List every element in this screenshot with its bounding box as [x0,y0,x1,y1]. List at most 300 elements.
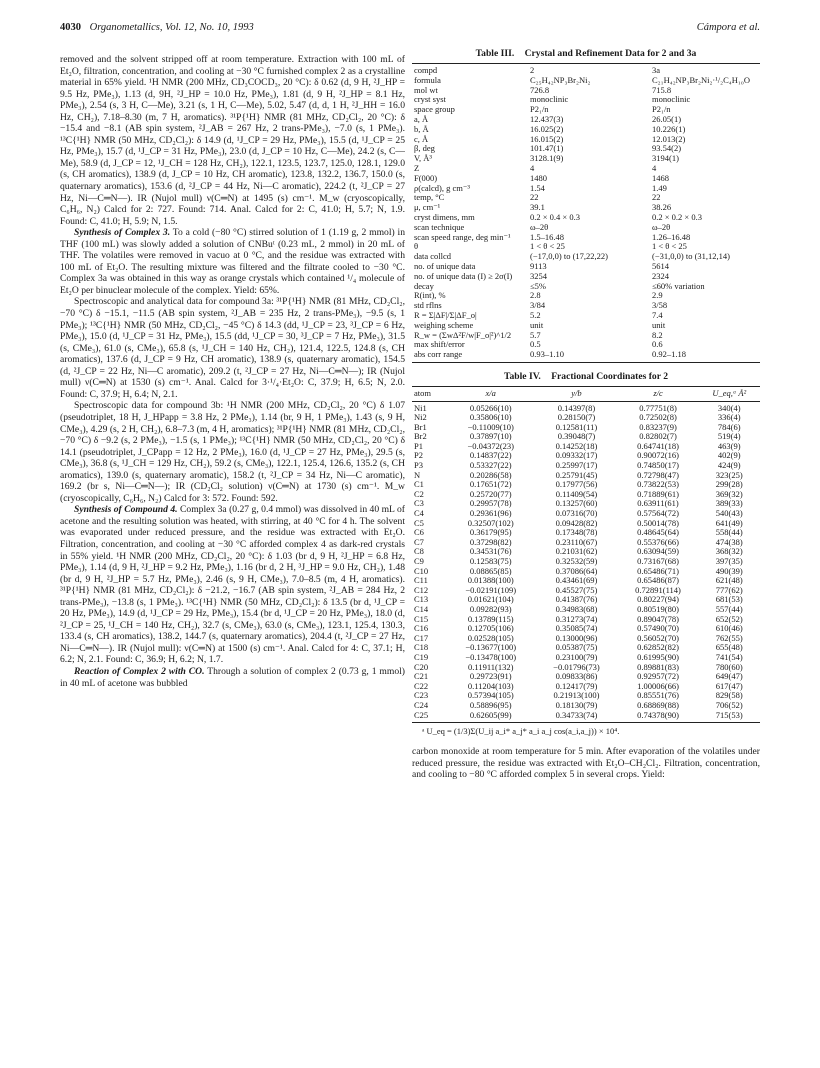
parameter-label: b, Å [414,123,429,134]
coordinate-value: 762(55) [715,632,743,643]
coordinate-value: 0.01388(100) [467,575,514,586]
coordinate-value: 641(49) [715,517,743,528]
atom-label: N [414,469,421,480]
parameter-value: 0.6 [652,339,663,350]
parameter-value: ≤5% [530,280,546,291]
parameter-value: unit [530,319,544,330]
coordinate-value: 0.65486(87) [637,575,679,586]
parameter-value: 5614 [652,260,669,271]
atom-label: Br1 [414,421,427,432]
atom-label: C9 [414,556,424,566]
coordinate-value: 741(54) [715,651,743,662]
fractional-coordinates-table [412,386,760,723]
coordinate-value: 0.14397(8) [557,402,596,413]
paragraph-text: To a cold (−80 °C) stirred solution of 1 (1.19 g, 2 mmol) in THF (100 mL) was slowly added a solution of CNBuᵗ (0.23 mL, 2 mmol) in 20 mL of THF. The volatiles were removed in vacuo at 0 °C, and the residue was extracted with 100 mL of Et₂O. The resulting mixture was filtered and the filtrate cooled to −30 °C. Complex 3a was obtained in this way as orange crystals which contained ¹/₄ molecule of Et₂O per binuclear molecule of the complex. Yield: 65%. [60,227,405,296]
right-column [412,48,760,1058]
coordinate-value: 0.64741(18) [637,440,679,451]
column-header: z/c [618,386,699,401]
coordinate-value: 0.74850(17) [637,460,679,471]
coordinate-value: 0.45527(75) [555,584,598,595]
coordinate-value: 0.05387(75) [555,642,598,653]
coordinate-value: 0.68869(88) [637,699,679,710]
coordinate-value: 0.90072(16) [637,450,679,461]
parameter-value: 22 [652,192,661,203]
right-body-paragraph: carbon monoxide at room temperature for 5 min. After evaporation of the volatiles under reduced pressure, the residue was extracted with Et₂O–CH₂Cl₂. Filtration, concentration, and cooling to −80 °C afforded complex 5 in several crops. Yield: [412,746,760,781]
coordinate-value: 0.35085(74) [555,623,598,634]
parameter-label: space group [414,104,455,115]
parameter-value: 726.8 [530,84,550,95]
table-row [412,340,760,350]
parameter-value: C₂₁H₄₂NP₃Br₂Ni₂·¹/₂C₄H₁₀O [652,74,750,85]
table-row [412,193,760,203]
coordinate-value: 0.72502(8) [639,412,677,423]
atom-label: C21 [414,671,429,682]
atom-label: C16 [414,623,429,634]
parameter-value: 3/58 [652,300,668,311]
table-row [412,272,760,282]
parameter-value: P2₁/n [652,104,671,115]
table-row [412,135,760,145]
coordinate-value: 0.57394(105) [467,690,514,701]
atom-label: C7 [414,536,424,547]
parameter-label: formula [414,74,441,85]
coordinate-value: 0.11911(132) [468,661,514,672]
parameter-value: (−31,0,0) to (31,12,14) [652,251,730,262]
coordinate-value: 0.09282(93) [469,603,512,614]
table-iii-caption [412,48,760,60]
table-row [412,164,760,174]
coordinate-value: 829(58) [715,690,743,701]
coordinate-value: 0.63911(61) [637,498,679,509]
coordinate-value: 1.00006(66) [637,680,679,691]
coordinate-value: 715(53) [715,709,743,720]
coordinate-value: 424(9) [717,460,741,471]
atom-label: C6 [414,527,424,538]
parameter-value: 0.93–1.10 [530,349,564,360]
coordinate-value: 0.05266(10) [469,402,512,413]
coordinate-value: 0.13789(115) [467,613,514,624]
coordinate-value: 777(62) [715,584,743,595]
coordinate-value: 336(4) [717,412,741,423]
running-header [60,22,760,38]
coordinate-value: 0.39048(7) [557,431,596,442]
coordinate-value: 0.77751(8) [639,402,677,413]
coordinate-value: 540(43) [715,508,743,519]
coordinate-value: 0.28150(7) [557,412,596,423]
parameter-value: 12.013(2) [652,133,686,144]
parameter-value: 3128.1(9) [530,153,564,164]
coordinate-value: 621(48) [715,575,743,586]
column-header: y/b [535,386,617,401]
coordinate-value: 0.34733(74) [555,709,598,720]
coordinate-value: 0.72798(47) [637,469,679,480]
coordinate-value: 0.13257(60) [555,498,598,509]
atom-label: P2 [414,450,423,461]
coordinate-value: 0.09332(17) [555,450,598,461]
parameter-value: 2 [530,65,535,75]
coordinate-value: 369(32) [715,488,743,499]
parameter-label: weighing scheme [414,319,474,330]
coordinate-value: 0.12583(75) [469,556,512,566]
parameter-value: ω–2θ [530,221,549,232]
parameter-label: decay [414,280,434,291]
coordinate-value: 0.02528(105) [467,632,514,643]
coordinate-value: 0.57490(70) [637,623,679,634]
coordinate-value: 0.50014(78) [637,517,679,528]
parameter-label: R(int), % [414,290,446,301]
parameter-value: 7.4 [652,309,663,320]
coordinate-value: 0.35806(10) [469,412,512,423]
atom-label: C15 [414,613,429,624]
coordinate-value: 490(39) [715,565,743,576]
table-row [412,282,760,292]
coordinate-value: 0.21913(100) [553,690,600,701]
atom-label: P3 [414,460,423,471]
coordinate-value: 0.89881(83) [637,661,679,672]
table-row [412,115,760,125]
table-row [412,350,760,362]
atom-label: C14 [414,603,429,614]
coordinate-value: 0.73167(68) [637,556,679,566]
parameter-value: C₂₅H₄₂NP₃Br₂Ni₂ [530,74,591,85]
coordinate-value: 0.48645(64) [637,527,679,538]
coordinate-value: 558(44) [715,527,743,538]
paragraph-text: Spectroscopic and analytical data for compound 3a: ³¹P{¹H} NMR (81 MHz, CD₂Cl₂, −70 °C) δ −15.1, −11.5 (AB spin system, ²J_AB = 235 Hz, 2 trans-PMe₃), −9.5 (s, 1 PMe₃); ¹³C{¹H} NMR (50 MHz, CD₂Cl₂, −45 °C) δ 14.3 (dd, ¹J_CP = 23, ³J_CP = 6 Hz, PMe₃), 15.0 (d, ¹J_CP = 31 Hz, PMe₃), 15.5 (dd, ¹J_CP = 30, ³J_CP = 7 Hz, PMe₃), 31.5 (s, CMe₃), 61.0 (s, CMe₃), 65.8 (s, ¹J_CH = 140 Hz, CH₂), 121.4, 122.5, 124.8 (s, CH aromatics), 137.6 (d, J_CP = 9 Hz, CH aromatic), 138.9 (s, quaternary aromatic), 154.5 (d, ²J_CP = 22 Hz, Ni—C aromatic), 209.2 (t, ²J_CP = 27 Hz, Ni—C═N—); IR (Nujol mull) ν(C═N) at 1530 (s) cm⁻¹. Anal. Calcd for 3·¹/₄·Et₂O: C, 37.9; H, 6.5; N, 2.0. Found: C, 37.9; H, 6.4; N, 2.1. [60,296,405,400]
coordinate-value: 0.20286(58) [469,469,512,480]
body-paragraph [60,666,405,689]
parameter-value: 1.54 [530,182,545,193]
column-header: atom [412,386,446,401]
table-iv-title: Fractional Coordinates for 2 [551,370,668,382]
parameter-label: max shift/error [414,339,465,350]
atom-label: Ni2 [414,412,427,423]
coordinate-value: 0.09833(86) [555,671,598,682]
coordinate-value: 0.17348(78) [555,527,598,538]
parameter-value: 3a [652,65,661,75]
coordinate-value: 0.37086(64) [555,565,598,576]
coordinate-value: 0.17977(56) [555,479,598,490]
coordinate-value: 557(44) [715,603,743,614]
coordinate-value: 0.57564(72) [637,508,679,519]
crystal-data-table [412,63,760,363]
parameter-label: temp, °C [414,192,445,203]
parameter-label: no. of unique data (I) ≥ 2σ(I) [414,270,513,281]
coordinate-value: 0.82802(7) [639,431,677,442]
parameter-value: 2324 [652,270,669,281]
table-row [412,291,760,301]
coordinate-value: −0.13478(100) [465,651,517,662]
parameter-label: R = Σ|ΔF|/Σ|ΔF_o| [414,309,477,320]
parameter-value: monoclinic [652,94,691,105]
coordinate-value: 0.63094(59) [637,546,679,557]
coordinate-value: 0.11409(54) [555,488,598,499]
author-header: Cámpora et al. [696,22,760,33]
atom-label: C4 [414,508,424,519]
body-paragraph [60,400,405,504]
parameter-label: V, Å³ [414,153,432,164]
parameter-label: scan technique [414,221,465,232]
coordinate-value: 0.34983(68) [555,603,598,614]
coordinate-value: 0.85551(76) [637,690,679,701]
coordinate-value: 0.23100(79) [555,651,598,662]
paragraph-text: removed and the solvent stripped off at room temperature. Extraction with 100 mL of Et₂O, filtration, concentration, and cooling at −30 °C furnished complex 2 as a crystalline material in 65% yield. ¹H NMR (200 MHz, CD₃COCD₃, 20 °C): δ 0.62 (d, 9 H, ²J_HP = 9.5 Hz, PMe₃), 1.13 (d, 9H, ²J_HP = 10.0 Hz, PMe₃), 1.81 (d, 9 H, ²J_HP = 8.1 Hz, PMe₃), 2.54 (s, 3 H, C—Me), 3.21 (s, 1 H, C—Me), 5.02, 5.47 (d, d, 1 H, ²J_HH = 16.0 Hz, CH₂), 7.18–8.30 (m, 7 H, aromatics). ³¹P{¹H} NMR (81 MHz, CD₂Cl₂, 20 °C): δ −15.4 and −8.1 (AB spin system, ²J_AB = 267 Hz, 2 trans-PMe₃), −7.0 (s, 1 PMe₃). ¹³C{¹H} NMR (50 MHz, CD₂Cl₂): δ 14.9 (d, ¹J_CP = 29 Hz, PMe₃), 15.5 (d, ¹J_CP = 25 Hz, PMe₃), 15.7 (d, ¹J_CP = 31 Hz, PMe₃), 23.0 (d, J_CP = 10 Hz, C—Me), 24.2 (s, C—Me), 58.9 (d, J_CP = 12, ¹J_CH = 128 Hz, CH₂), 122.1, 123.5, 123.7, 125.0, 128.1, 129.0 (s, CH aromatics), 138.9 (d, J_CP = 10 Hz, CH aromatic), 123.8, 132.2, 136.7, 150.0 (s, quaternary aromatics), 153.6 (d, ²J_CP = 44 Hz, Ni—C aromatic), 224.2 (t, ²J_CP = 27 Hz, Ni—C═N—). IR (Nujol mull) ν(C═N) at 1495 (s) cm⁻¹. M_w (cryoscopically, C₆H₆, N₂) Calcd for 2: 727. Found: 714. Anal. Calcd for 2: C, 41.0; H, 5.7; N, 1.9. Found: C, 41.0; H, 5.9; N, 1.5. [60,54,405,227]
parameter-value: 2.9 [652,290,663,301]
parameter-value: P2₁/n [530,104,549,115]
parameter-value: 26.05(1) [652,113,682,124]
coordinate-value: 340(4) [717,402,741,413]
coordinate-value: 0.32532(59) [555,556,598,566]
parameter-value: 1 < θ < 25 [652,241,687,252]
parameter-value: 101.47(1) [530,143,564,154]
parameter-value: monoclinic [530,94,569,105]
coordinate-value: −0.02191(109) [465,584,517,595]
parameter-label: scan speed range, deg min⁻¹ [414,231,511,242]
parameter-label: cryst dimens, mm [414,211,475,222]
body-paragraph [60,54,405,227]
coordinate-value: 0.31273(74) [555,613,598,624]
section-heading: Reaction of Complex 2 with CO. [74,665,205,677]
coordinate-value: 652(52) [715,613,743,624]
coordinate-value: 0.74378(90) [637,709,679,720]
parameter-label: μ, cm⁻¹ [414,202,441,213]
table-row [412,76,760,86]
journal-citation: Organometallics, Vol. 12, No. 10, 1993 [89,22,254,33]
atom-label: C22 [414,680,429,691]
atom-label: C18 [414,642,429,653]
parameter-value: 16.025(2) [530,123,564,134]
table-row [412,105,760,115]
table-iii-title: Crystal and Refinement Data for 2 and 3a [524,48,697,59]
parameter-label: β, deg [414,143,435,154]
coordinate-value: 0.65486(71) [637,565,679,576]
parameter-label: Z [414,162,420,173]
parameter-value: 0.2 × 0.4 × 0.3 [530,211,580,222]
coordinate-value: 0.80519(80) [637,603,679,614]
parameter-label: F(000) [414,172,438,183]
coordinate-value: 0.18130(79) [555,699,598,710]
column-header: x/a [446,386,535,401]
atom-label: C1 [414,479,424,490]
coordinate-value: 368(32) [715,546,743,557]
body-paragraph [60,504,405,666]
table-row [412,184,760,194]
atom-label: C24 [414,699,429,710]
coordinate-value: 389(33) [715,498,743,509]
table-row [412,711,760,723]
atom-label: Ni1 [414,402,427,413]
atom-label: C2 [414,488,424,499]
parameter-value: 0.2 × 0.2 × 0.3 [652,211,702,222]
coordinate-value: 0.07316(70) [555,508,598,519]
atom-label: C19 [414,651,429,662]
coordinate-value: 655(48) [715,642,743,653]
coordinate-value: 0.25791(45) [555,469,598,480]
coordinate-value: 0.62852(82) [637,642,679,653]
parameter-value: 4 [530,162,535,173]
table-row [412,86,760,96]
coordinate-value: 0.34531(76) [469,546,512,557]
parameter-value: 2.8 [530,290,541,301]
parameter-value: 3194(1) [652,153,679,164]
parameter-value: 22 [530,192,539,203]
coordinate-value: 617(47) [715,680,743,691]
parameter-value: (−17,0,0) to (17,22,22) [530,251,608,262]
coordinate-value: 0.14837(22) [469,450,512,461]
atom-label: C20 [414,661,429,672]
coordinate-value: 0.25997(17) [555,460,598,471]
parameter-value: 3/84 [530,300,546,311]
coordinate-value: 474(38) [715,536,743,547]
paragraph-text: Spectroscopic data for compound 3b: ¹H NMR (200 MHz, CD₂Cl₂, 20 °C) δ 1.07 (pseudotriplet, 18 H, J_HPapp = 3.8 Hz, 2 PMe₃), 1.14 (br, 9 H, 1 PMe₃), 1.43 (s, 9 H, CMe₃), 4.29 (s, 2 H, CH₂), 6.8–7.3 (m, 4 H, aromatics); ³¹P{¹H} NMR (81 MHz, CD₂Cl₂, −70 °C) δ −9.2 (s, 2 PMe₃), −1.5 (s, 1 PMe₃); ¹³C{¹H} NMR (50 MHz, CD₂Cl₂, 20 °C) δ 14.1 (pseudotriplet, J_CPapp = 12 Hz, 2 PMe₃), 16.0 (d, ¹J_CP = 27 Hz, PMe₃), 29.5 (s, CMe₃), 36.8 (s, ¹J_CH = 129 Hz, CH₂), 59.2 (s, CMe₃), 122.1, 125.4, 126.6, 135.2 (s, CH aromatics), 139.0 (s, quaternary aromatic), 158.2 (t, ²J_CP = 34 Hz, Ni—C aromatic), 169.2 (br s, Ni—C═N—); IR (CD₂Cl₂ solution) ν(C═N) at 1730 (s) cm⁻¹. M_w (cryoscopically, C₆H₆, N₂) Calcd for 3: 572. Found: 592. [60,400,405,504]
parameter-value: 5.7 [530,329,541,340]
coordinate-value: 0.41387(76) [555,594,598,605]
atom-label: C13 [414,594,429,605]
coordinate-value: 299(28) [715,479,743,490]
coordinate-value: 780(60) [715,661,743,672]
coordinate-value: 0.43461(69) [555,575,598,586]
table-row [412,64,760,76]
coordinate-value: 0.12705(106) [467,623,514,634]
parameter-value: 1.5–16.48 [530,231,564,242]
coordinate-value: 323(25) [715,469,743,480]
coordinate-value: 0.21031(62) [555,546,598,557]
coordinate-value: 706(52) [715,699,743,710]
parameter-value: 10.226(1) [652,123,686,134]
coordinate-value: 0.08865(85) [469,565,512,576]
column-header: U_eq,ᵃ Å² [698,386,760,401]
parameter-value: 93.54(2) [652,143,682,154]
coordinate-value: 0.12417(79) [555,680,598,691]
coordinate-value: 0.09428(82) [555,517,598,528]
coordinate-value: 0.53327(22) [469,460,512,471]
parameter-label: data collcd [414,251,452,262]
coordinate-value: 0.37298(82) [469,536,512,547]
parameter-value: ω–2θ [652,221,671,232]
atom-label: C5 [414,517,424,528]
atom-label: P1 [414,440,423,451]
section-heading: Synthesis of Complex 3. [74,227,171,239]
parameter-label: c, Å [414,133,429,144]
parameter-value: 38.26 [652,202,672,213]
coordinate-value: 0.01621(104) [467,594,514,605]
coordinate-value: 402(9) [717,450,741,461]
coordinate-value: −0.11009(10) [467,421,514,432]
parameter-value: 9113 [530,260,547,271]
coordinate-value: 784(6) [717,421,741,432]
coordinate-value: 0.80227(94) [637,594,679,605]
left-column [60,54,405,1054]
body-paragraph [60,296,405,400]
parameter-value: 0.92–1.18 [652,349,686,360]
atom-label: C12 [414,584,429,595]
paragraph-text: Complex 3a (0.27 g, 0.4 mmol) was dissolved in 40 mL of acetone and the resulting solution was heated, with stirring, at 40 °C for 4 h. The solvent was evaporated under reduced pressure, and the residue was extracted with Et₂O. Filtration, concentration, and cooling at −30 °C afforded complex 4 as dark-red crystals in 55% yield. ¹H NMR (200 MHz, CD₂Cl₂, 20 °C): δ 1.03 (br d, 9 H, ²J_HP = 6.8 Hz, PMe₃), 1.14 (d, 9 H, ²J_HP = 9.2 Hz, PMe₃), 1.16 (br d, 2 H, ³J_HP = 9.0 Hz, CH₂), 1.48 (br d, 9 H, ²J_HP = 5.7 Hz, PMe₃), 2.46 (s, 9 H, CMe₃), 7.0–8.5 (m, 4 H, aromatics). ³¹P{¹H} NMR (81 MHz, CD₂Cl₂): δ −21.2, −16.7 (AB spin system, ²J_AB = 284 Hz, 2 trans-PMe₃), −13.8 (s, 1 PMe₃). ¹³C{¹H} NMR (50 MHz, CD₂Cl₂): δ 13.5 (br d, ¹J_CP = 20 Hz, PMe₃), 14.9 (d, ¹J_CP = 29 Hz, PMe₃), 15.4 (br d, ¹J_CP = 20 Hz, PMe₃), 18.0 (d, ²J_CP = 25, ¹J_CH = 140 Hz, CH₂), 32.7 (s, CMe₃), 63.0 (s, CMe₃), 123.1, 125.4, 130.3, 133.4 (s, CH aromatics), 138.2, 144.7 (s, quaternary aromatics), 204.4 (t, ²J_CP = 27 Hz, Ni—C═N—). IR (Nujol mull): ν(C═N) at 1500 (s) cm⁻¹. Anal. Calcd for 4: C, 37.1; H, 6.2; N, 2.1. Found: C, 36.9; H, 6.2; N, 1.7. [60,504,405,666]
table-iii-label: Table III. [475,48,515,59]
table-row [412,125,760,135]
coordinate-value: 0.25720(77) [469,488,512,499]
coordinate-value: 0.17651(72) [469,479,512,490]
page-number: 4030 [60,22,81,33]
coordinate-value: −0.04372(23) [467,440,515,451]
table-row [412,144,760,154]
paragraph-text: Through a solution of complex 2 (0.73 g, 1 mmol) in 40 mL of acetone was bubbled [60,665,405,689]
parameter-value: unit [652,319,666,330]
parameter-label: θ [414,241,419,252]
parameter-value: 1 < θ < 25 [530,241,565,252]
parameter-label: a, Å [414,113,429,124]
coordinate-value: 463(9) [717,440,741,451]
coordinate-value: 0.71889(61) [637,488,679,499]
table-row [412,213,760,223]
parameter-value: 715.8 [652,84,672,95]
parameter-label: no. of unique data [414,260,476,271]
parameter-label: compd [414,65,438,75]
coordinate-value: 0.92957(72) [637,671,679,682]
table-row [412,95,760,105]
coordinate-value: 0.73822(53) [637,479,679,490]
parameter-label: mol wt [414,84,438,95]
coordinate-value: 0.55376(66) [637,536,679,547]
atom-label: C10 [414,565,429,576]
coordinate-value: 0.23110(67) [555,536,598,547]
atom-label: C23 [414,690,429,701]
atom-label: C8 [414,546,424,557]
coordinate-value: 0.61995(90) [637,651,679,662]
coordinate-value: 397(35) [715,556,743,566]
parameter-label: ρ(calcd), g cm⁻³ [414,182,470,193]
table-iv-footnote: ᵃ U_eq = (1/3)Σ(U_ij a_i* a_j* a_i a_j cos(a_i,a_j)) × 10⁴. [422,726,620,737]
coordinate-value: 0.83237(9) [639,421,677,432]
atom-label: C3 [414,498,424,509]
coordinate-value: 0.37897(10) [469,431,512,442]
parameter-value: 16.015(2) [530,133,564,144]
table-row [412,233,760,243]
body-paragraph [60,227,405,296]
table-row [412,154,760,164]
coordinate-value: 0.58896(95) [469,699,512,710]
parameter-value: 5.2 [530,309,541,320]
coordinate-value: 0.89047(78) [637,613,679,624]
section-heading: Synthesis of Compound 4. [74,504,178,516]
coordinate-value: 0.72891(114) [635,584,681,595]
coordinate-value: 0.29361(96) [469,508,512,519]
parameter-value: 4 [652,162,657,173]
coordinate-value: 610(46) [715,623,743,634]
atom-label: Br2 [414,431,427,442]
parameter-value: 1468 [652,172,669,183]
coordinate-value: 519(4) [717,431,741,442]
atom-label: C11 [414,575,428,586]
parameter-label: cryst syst [414,94,446,105]
coordinate-value: 0.62605(99) [469,709,512,720]
table-iv-label: Table IV. [503,370,541,382]
parameter-value: 1480 [530,172,547,183]
coordinate-value: 0.12581(11) [555,421,598,432]
coordinate-value: 681(53) [715,594,743,605]
coordinate-value: 0.11204(103) [467,680,514,691]
coordinate-value: 0.13000(96) [555,632,598,643]
coordinate-value: 0.56052(70) [637,632,679,643]
parameter-value: 1.26–16.48 [652,231,691,242]
parameter-value: 0.5 [530,339,541,350]
table-iv-caption [412,371,760,383]
coordinate-value: 0.36179(95) [469,527,512,538]
parameter-label: abs corr range [414,349,463,360]
parameter-value: 12.437(3) [530,113,564,124]
parameter-value: 8.2 [652,329,663,340]
parameter-label: std rflns [414,300,442,311]
atom-label: C17 [414,632,429,643]
parameter-value: 3254 [530,270,547,281]
